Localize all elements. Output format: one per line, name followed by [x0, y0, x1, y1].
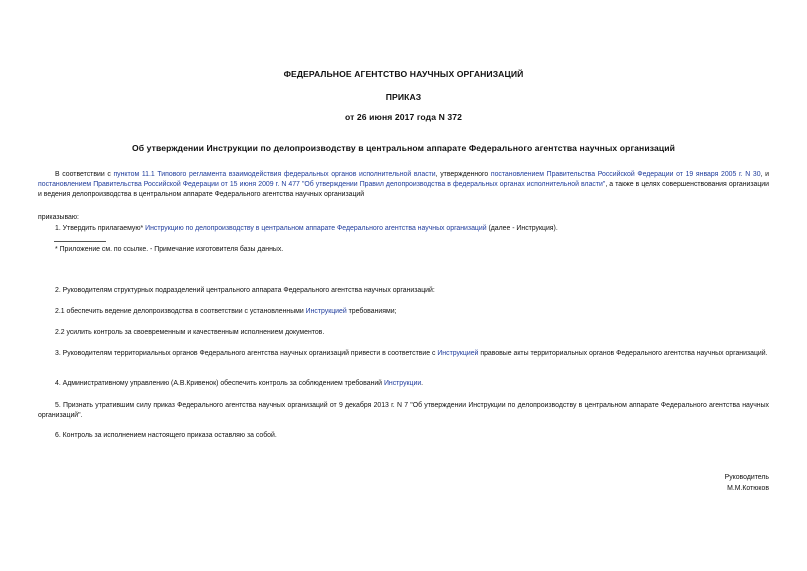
item-6: 6. Контроль за исполнением настоящего приказа оставляю за собой.: [55, 432, 277, 439]
item-3: [38, 349, 769, 359]
item-1-text-1: 1. Утвердить прилагаемую*: [55, 225, 146, 232]
item-2-2: 2.2 усилить контроль за своевременным и качественным исполнением документов.: [55, 329, 325, 336]
item-4-text-2: .: [421, 380, 424, 387]
preamble-text-4: , а также в целях совершенствования организации и ведения делопроизводства в центральном аппарате Федерального агентства научных организаций: [38, 181, 769, 199]
preamble-link-decree-477[interactable]: постановлением Правительства Российской Федерации от 15 июня 2009 г. N 477 "Об утверждении Правил делопроизводства в федеральных органах исполнительной власти": [38, 181, 606, 189]
document-type: ПРИКАЗ: [385, 92, 422, 102]
item-1-instruction-link[interactable]: Инструкцию по делопроизводству в центральном аппарате Федерального агентства научных организаций: [145, 225, 487, 232]
item-3-text-1: 3. Руководителям территориальных органов Федерального агентства научных организаций привести в соответствие с: [55, 350, 438, 357]
agency-heading: ФЕДЕРАЛЬНОЕ АГЕНТСТВО НАУЧНЫХ ОРГАНИЗАЦИЙ: [283, 69, 524, 79]
preamble-text-3: , и: [760, 171, 769, 178]
order-word: приказываю:: [38, 214, 79, 221]
signature-position: Руководитель: [724, 474, 769, 481]
preamble-link-regulation[interactable]: пунктом 11.1 Типового регламента взаимодействия федеральных органов исполнительной власти: [113, 171, 436, 178]
preamble-text-2: , утвержденного: [435, 171, 491, 178]
document-title: Об утверждении Инструкции по делопроизводству в центральном аппарате Федерального агентства научных организаций: [132, 143, 675, 153]
item-4-instruction-link[interactable]: Инструкции: [383, 380, 422, 387]
preamble-link-decree-30[interactable]: постановлением Правительства Российской Федерации от 19 января 2005 г. N 30: [490, 171, 761, 178]
item-4: [38, 379, 769, 389]
item-4-text-1: 4. Административному управлению (А.В.Кривенок) обеспечить контроль за соблюдением требований: [55, 380, 384, 387]
footnote: * Приложение см. по ссылке. - Примечание изготовителя базы данных.: [55, 246, 284, 253]
item-3-text-2: правовые акты территориальных органов Федерального агентства научных организаций.: [478, 350, 768, 357]
item-2: 2. Руководителям структурных подразделений центрального аппарата Федерального агентства научных организаций:: [55, 287, 435, 294]
item-5: 5. Признать утратившим силу приказ Федерального агентства научных организаций от 9 декабря 2013 г. N 7 "Об утверждении Инструкции по делопроизводству в центральном аппарате Федерального агентства научных организаций".: [38, 402, 769, 420]
item-1: [38, 224, 769, 234]
document-date-number: от 26 июня 2017 года N 372: [344, 112, 463, 122]
preamble-paragraph: [38, 170, 769, 201]
item-2-1-text-2: требованиями;: [346, 308, 397, 315]
item-2-1-text-1: 2.1 обеспечить ведение делопроизводства в соответствии с установленными: [55, 308, 306, 315]
signature-name: М.М.Котюков: [727, 485, 769, 492]
preamble-text-1: В соответствии с: [55, 171, 114, 178]
item-2-1-instruction-link[interactable]: Инструкцией: [305, 308, 347, 315]
footnote-divider: [54, 241, 106, 242]
item-3-instruction-link[interactable]: Инструкцией: [437, 350, 479, 357]
item-2-1: [38, 307, 769, 317]
item-1-text-2: (далее - Инструкция).: [486, 225, 558, 232]
